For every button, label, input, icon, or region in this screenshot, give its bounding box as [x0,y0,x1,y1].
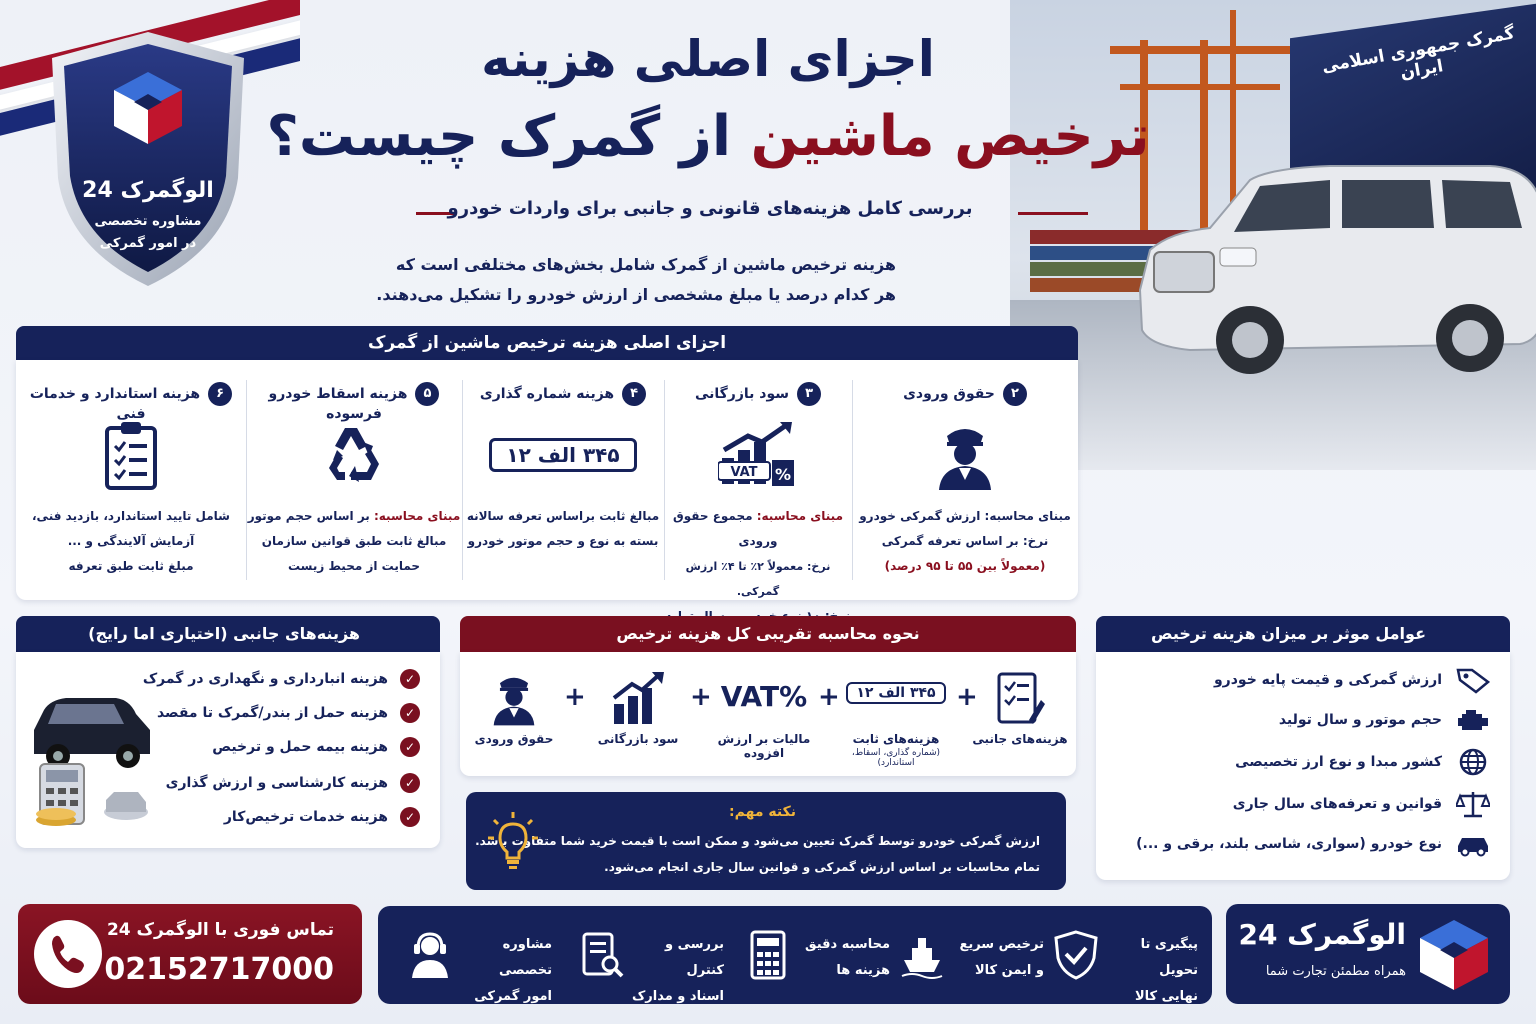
vat-percent-icon: VAT% [720,680,808,713]
component-title: حقوق ورودی [903,386,995,402]
car-icon [1456,830,1490,858]
component-desc-1: بر اساس حجم موتور [247,509,374,523]
component-scrap [246,360,462,600]
brand-shield [48,28,248,290]
checklist-pen-icon [995,670,1045,726]
building-sign: گمرک جمهوری اسلامی ایران [1320,23,1517,84]
factor-item [1110,788,1490,820]
feature-line-2: و ایمن کالا [974,963,1044,978]
brand-name: الوگمرک 24 [82,178,214,203]
customs-officer-icon [489,670,539,726]
calc-sublabel: (شماره گذاری، اسقاط، استاندارد) [851,748,941,768]
factor-item [1110,704,1490,736]
side-cost-item [212,732,420,762]
feature-line-1: مشاوره تخصصی [498,937,552,978]
main-components-header: اجزای اصلی هزینه ترخیص ماشین از گمرک [16,326,1078,360]
clipboard-checklist-icon [103,420,159,490]
calc-vat [704,670,824,760]
factors-header: عوامل موثر بر میزان هزینه ترخیص [1096,616,1510,652]
check-icon: ✓ [400,807,420,827]
component-desc-2: بسته به نوع و حجم موتور خودرو [467,534,659,548]
license-plate-icon: ۳۴۵ الف ۱۲ [489,438,636,472]
note-line-1: ارزش گمرکی خودرو توسط گمرک تعیین می‌شود و ممکن است با قیمت خرید شما متفاوت باشد. [475,834,1040,848]
growth-chart-icon [610,670,666,726]
feature-fast-clearance [894,924,1044,986]
contact-label: تماس فوری با الوگمرک 24 [106,920,334,940]
intro-line-1: هزینه ترخیص ماشین از گمرک شامل بخش‌های مختلفی است که [395,255,896,274]
component-desc-label: مبنای محاسبه: [756,509,844,523]
brand-tagline-2: در امور گمرکی [99,236,197,251]
side-cost-label: هزینه بیمه حمل و ترخیص [212,739,388,755]
engine-icon [1456,706,1490,734]
lightbulb-icon [488,812,538,872]
feature-line-1: بررسی و کنترل [665,937,724,978]
component-desc-label: مبنای محاسبه: [373,509,461,523]
brand-cube-logo [1418,918,1490,990]
title-line-2 [258,104,1158,169]
phone-icon [34,920,102,988]
component-desc-3: (معمولاً بین ۵۵ تا ۹۵ درصد) [884,559,1046,573]
note-line-2: تمام محاسبات بر اساس ارزش گمرکی و قوانین سال جاری انجام می‌شود. [604,860,1040,874]
calculation-panel [460,652,1076,776]
calc-label: سود بازرگانی [597,732,679,746]
factor-label: نوع خودرو (سواری، شاسی بلند، برقی و ...) [1136,836,1442,852]
side-cost-item [224,802,420,832]
title-rest: از گمرک چیست؟ [266,104,732,169]
side-cost-label: هزینه خدمات ترخیص‌کار [223,809,388,825]
svg-text:%: % [774,465,792,484]
ship-icon [900,930,944,980]
feature-consulting [402,924,552,1004]
component-desc-3: حمایت از محیط زیست [287,559,421,573]
side-cost-item [157,698,420,728]
side-cost-item [143,664,420,694]
calculation-header: نحوه محاسبه تقریبی کل هزینه ترخیص [460,616,1076,652]
vat-chart-icon [718,420,798,490]
brand-footer-name: الوگمرک 24 [1238,918,1406,951]
factors-panel [1096,652,1510,880]
calc-fixed-costs [836,670,956,768]
plus-operator: + [956,682,978,712]
component-title: هزینه استاندارد و خدمات فنی [29,386,201,422]
title-highlight: ترخیص ماشین [750,104,1150,169]
feature-documents [574,924,724,1004]
calc-side-costs [960,670,1080,746]
component-standard [16,360,246,600]
brand-tagline-1: مشاوره تخصصی [94,214,202,229]
check-icon: ✓ [400,669,420,689]
factor-label: کشور مبدا و نوع ارز تخصیصی [1235,754,1442,770]
side-cost-label: هزینه انبارداری و نگهداری در گمرک [142,671,388,687]
component-number: ۶ [208,382,232,406]
calc-label: حقوق ورودی [474,732,554,746]
brand-footer [1226,904,1510,1004]
calc-label: مالیات بر ارزش افزوده [717,732,811,760]
feature-line-1: محاسبه دقیق [804,937,890,952]
important-note [466,792,1066,890]
side-costs-header: هزینه‌های جانبی (اختیاری اما رایج) [16,616,440,652]
intro-text [336,250,896,310]
headset-agent-icon [408,930,452,980]
brand-slogan: همراه مطمئن تجارت شما [1265,964,1406,979]
phone-number[interactable]: 02152717000 [104,952,334,987]
suv-car-icon [1130,140,1536,380]
calc-label: هزینه‌های جانبی [972,732,1068,746]
component-title: هزینه شماره گذاری [479,386,615,402]
component-desc-1: مبنای محاسبه: ارزش گمرکی خودرو [859,509,1071,523]
scales-icon [1456,790,1490,818]
factor-item [1110,828,1490,860]
recycle-icon [319,420,389,490]
check-icon: ✓ [400,737,420,757]
component-title: سود بازرگانی [694,386,790,402]
component-entry-duty [852,360,1078,600]
component-desc-1: مجموع حقوق ورودی [672,509,778,548]
title-line-1: اجزای اصلی هزینه [481,30,935,88]
component-number: ۴ [622,382,646,406]
license-plate-icon: ۳۴۵ الف ۱۲ [846,682,945,704]
feature-line-2: هزینه ها [836,963,890,978]
component-desc-3: مبلغ ثابت طبق تعرفه [68,559,194,573]
component-commercial-profit [664,360,852,600]
component-desc-1: شامل تایید استاندارد، بازدید فنی، [32,509,230,523]
plus-operator: + [818,682,840,712]
customs-port-scene [1010,0,1536,470]
component-title: هزینه اسقاط خودرو فرسوده [268,386,408,422]
side-cost-label: هزینه حمل از بندر/گمرک تا مقصد [156,705,388,721]
plus-operator: + [564,682,586,712]
factor-item [1110,664,1490,696]
factor-label: قوانین و تعرفه‌های سال جاری [1232,796,1442,812]
contact-phone-box[interactable] [18,904,362,1004]
plus-operator: + [690,682,712,712]
component-registration [462,360,664,600]
features-bar [378,906,1212,1004]
feature-calculation [740,924,890,986]
calc-label: هزینه‌های ثابت [852,732,940,746]
component-number: ۵ [415,382,439,406]
intro-line-2: هر کدام درصد یا مبلغ مشخصی از ارزش خودرو را تشکیل می‌دهند. [376,285,896,304]
factor-label: ارزش گمرکی و قیمت پایه خودرو [1213,672,1442,688]
check-icon: ✓ [400,703,420,723]
svg-text:VAT: VAT [730,465,758,480]
side-cost-label: هزینه کارشناسی و ارزش گذاری [165,775,388,791]
customs-officer-icon [933,420,997,490]
note-title: نکته مهم: [729,804,796,820]
component-desc-1: مبالغ ثابت براساس تعرفه سالانه [466,509,660,523]
globe-icon [1456,748,1490,776]
component-number: ۲ [1003,382,1027,406]
car-calculator-coins-icon [26,680,156,830]
subtitle: بررسی کامل هزینه‌های قانونی و جانبی برای واردات خودرو [447,198,973,219]
factor-item [1110,746,1490,778]
main-components-panel [16,360,1078,600]
component-number: ۳ [797,382,821,406]
feature-line-2: اسناد و مدارک [631,989,724,1004]
component-desc-2: مبالغ ثابت طبق قوانین سازمان [261,534,447,548]
price-tag-icon [1456,666,1490,694]
component-desc-2: نرخ: بر اساس تعرفه گمرکی [881,534,1049,548]
feature-tracking [1048,924,1198,1004]
factor-label: حجم موتور و سال تولید [1278,712,1442,728]
side-cost-item [166,768,420,798]
document-search-icon [580,930,624,980]
component-desc-2: آزمایش آلایندگی و ... [67,534,195,548]
feature-line-1: ترخیص سریع [959,937,1044,952]
calculator-icon [746,930,790,980]
check-icon: ✓ [400,773,420,793]
calc-entry-duty [454,670,574,746]
shield-check-icon [1054,930,1098,980]
component-desc-2: نرخ: معمولاً ۲٪ تا ۴٪ ارزش گمرکی. [685,560,831,598]
calc-commercial-profit [578,670,698,746]
feature-line-2: امور گمرکی [474,989,552,1004]
feature-line-2: نهایی کالا [1134,989,1198,1004]
feature-line-1: پیگیری تا تحویل [1140,937,1198,978]
